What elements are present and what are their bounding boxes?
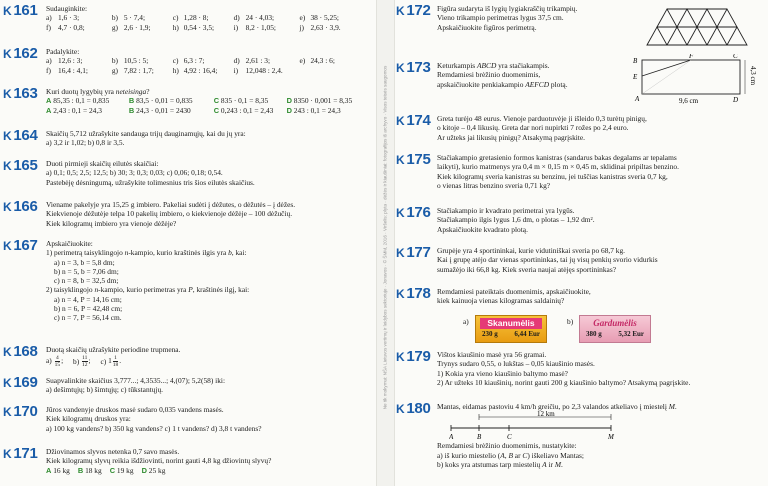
length-label: 9,6 cm	[679, 97, 699, 105]
problem-text: Džiovinamos slyvos netenka 0,7 savo masės.	[46, 447, 180, 456]
problem-text: a) 100 kg vandens? b) 350 kg vandens? c) 1 t vandens? d) 3,8 t vandens?	[46, 423, 262, 433]
point-C: C	[507, 433, 512, 442]
problem-number: K 175	[396, 151, 431, 168]
problem-number: K 170	[3, 403, 38, 420]
problem-text: Apskaičiuokite figūros perimetrą.	[437, 22, 537, 32]
fractions-row: a) $\frac{4}{15}$ ; b) $\frac{11}{12}$ ; c) 1 $\frac{1}{18}$ .	[46, 355, 122, 369]
problem-text: Kiekvienoje dėžutėje telpa 10 pakelių imbiero, o kiekvienoje dėžėje – 100 dėžučių.	[46, 209, 293, 219]
problem-text: 1) Kokia yra vieno kiaušinio baltymo masė?	[437, 368, 568, 378]
problem-text: Kiek kilogramų imbiero yra vienoje dėžėje?	[46, 218, 177, 228]
problem-number: K 173	[396, 59, 431, 76]
brand-label-b: Gardumėlis	[593, 318, 637, 328]
problem-text: Pastebėję dėsningumą, užrašykite tolimesnius tris šios eilutės skaičius.	[46, 177, 255, 187]
problem-text: b) koks yra atstumas tarp miestelių A ir M.	[437, 459, 563, 469]
problem-text: Mantas, eidamas pastoviu 4 km/h greičiu, po 2,3 valandos atkeliavo į miestelį M.	[437, 402, 677, 411]
problem-number: K 171	[3, 445, 38, 462]
problem-number: K 168	[3, 343, 38, 360]
problem-text: Sudauginkite:	[46, 4, 88, 13]
point-M: M	[608, 433, 614, 442]
problem-text: Ar užteks jai likusių pinigų? Atsakymą pagrįskite.	[437, 132, 585, 142]
exercise-row: f) 4,7 · 0,8; g) 2,6 · 1,9; h) 0,54 · 3,5; i) 8,2 · 1,05; j) 2,63 · 3,9.	[46, 22, 341, 32]
triangles-figure	[645, 7, 753, 47]
problem-text: laikyti), kurio matmenys yra 0,4 m × 0,15 m × 0,45 m, sklidinai pripiltas benzino.	[437, 162, 679, 172]
brand-label-a: Skanumėlis	[480, 318, 542, 329]
exercise-row: a) 12,6 : 3; b) 10,5 : 5; c) 6,3 : 7; d) 2,61 : 3; e) 24,3 : 6;	[46, 56, 335, 66]
problem-number: K 164	[3, 127, 38, 144]
problem-number: K 163	[3, 85, 38, 102]
problem-number: K 177	[396, 244, 431, 261]
problem-text: 1) perimetrą taisyklingojo n-kampio, kurio kraštinės ilgis yra b, kai:	[46, 248, 247, 258]
subitem: c) n = 8, b = 32,5 dm;	[54, 276, 119, 286]
problem-number: K 162	[3, 45, 38, 62]
problem-text: 2) taisyklingojo n-kampio, kurio perimetras yra P, kraštinės ilgį, kai:	[46, 285, 250, 295]
option-a-label: a)	[463, 317, 469, 326]
problem-number: K 180	[396, 400, 431, 417]
problem-text: Kai į grupę atėjo dar vienas sportininkas, tai jų visų penkių svorio vidurkis	[437, 255, 658, 265]
problem-text: Jūros vandenyje druskos masė sudaro 0,035 vandens masės.	[46, 405, 224, 414]
problem-text: Skaičių 5,712 užrašykite sandauga trijų dauginamųjų, kai du jų yra:	[46, 129, 246, 138]
problem-text: Stačiakampio gretasienio formos kanistras (sandarus bakas degalams ar tepalams	[437, 153, 677, 162]
problem-number: K 165	[3, 157, 38, 174]
problem-text: o kitoje – 0,4 likusių. Greta dar nori nupirkti 7 rožes po 2,4 euro.	[437, 123, 629, 133]
problem-text: Stačiakampio ilgis lygus 1,6 dm, o plotas – 1,92 dm².	[437, 215, 595, 225]
problem-text: Trynys sudaro 0,55, o lukštas – 0,05 kiaušinio masės.	[437, 359, 595, 369]
candy-box-a	[475, 315, 547, 343]
problem-text: Kuri duotų lygybių yra neteisinga?	[46, 87, 150, 96]
problem-number: K 179	[396, 348, 431, 365]
problem-number: K 178	[396, 285, 431, 302]
candy-box-b	[579, 315, 651, 343]
route-diagram	[449, 411, 619, 441]
option-b-label: b)	[567, 317, 574, 326]
problem-text: Duotą skaičių užrašykite periodine trupmena.	[46, 345, 181, 354]
problem-text: Grupėje yra 4 sportininkai, kurie vidutiniškai sveria po 68,7 kg.	[437, 246, 626, 255]
problem-number: K 161	[3, 2, 38, 19]
problem-text: Duoti pirmieji skaičių eilutės skaičiai:	[46, 159, 159, 168]
problem-text: Remdamiesi brėžinio duomenimis, nustatykite:	[437, 441, 577, 451]
problem-text: 2) Ar užteks 10 kiaušinių, norint gauti 200 g kiaušinio baltymo? Atsakymą pagrįskite.	[437, 377, 691, 387]
problem-text: apskaičiuokite penkiakampio AEFCD plotą.	[437, 79, 568, 89]
problem-text: Kiek kilogramų sveria kanistras su benzinu, jei tuščias kanistras sveria 0,7 kg,	[437, 171, 668, 181]
problem-text: Kiek kilogramų druskos yra:	[46, 414, 131, 424]
answer-options-row: A 2,43 : 0,1 = 24,3 B 24,3 · 0,01 = 2430 C 0,243 : 0,1 = 2,43 D 243 : 0,1 = 24,3	[46, 105, 341, 115]
problem-text: a) 3,2 ir 1,02; b) 0,8 ir 3,5.	[46, 138, 125, 148]
price-a: 6,44 Eur	[514, 330, 540, 338]
problem-number: K 174	[396, 112, 431, 129]
problem-text: Stačiakampio ir kvadrato perimetrai yra lygūs.	[437, 206, 575, 215]
problem-text: a) 0,1; 0,5; 2,5; 12,5; b) 30; 3; 0,3; 0,03; c) 0,06; 0,18; 0,54.	[46, 168, 223, 178]
subitem: a) n = 4, P = 14,16 cm;	[54, 294, 122, 304]
problem-number: K 167	[3, 237, 38, 254]
subitem: b) n = 6, P = 42,48 cm;	[54, 304, 123, 314]
problem-text: Vieno trikampio perimetras lygus 37,5 cm.	[437, 13, 564, 23]
page-gutter	[376, 0, 395, 486]
price-b: 5,32 Eur	[618, 330, 644, 338]
label-F: F	[689, 54, 694, 60]
problem-text: kiek kainuoja vienas kilogramas saldainių?	[437, 296, 565, 306]
label-C: C	[733, 54, 738, 60]
problem-number: K 169	[3, 374, 38, 391]
problem-text: Apskaičiuokite:	[46, 239, 93, 248]
distance-label: 12 km	[537, 411, 555, 419]
problem-text: Viename pakelyje yra 15,25 g imbiero. Pakeliai sudėti į dėžutes, o dėžutės – į dėžes.	[46, 200, 296, 209]
problem-text: Keturkampis ABCD yra stačiakampis.	[437, 61, 550, 70]
exercise-row: f) 16,4 : 4,1; g) 7,82 : 1,7; h) 4,92 : 16,4; i) 12,048 : 2,4.	[46, 65, 283, 75]
answer-options-row: A 16 kg B 18 kg C 19 kg D 25 kg	[46, 465, 166, 475]
height-label: 4,3 cm	[749, 66, 757, 86]
problem-number: K 176	[396, 204, 431, 221]
problem-text: Apskaičiuokite kvadrato plotą.	[437, 224, 528, 234]
subitem: b) n = 5, b = 7,06 dm;	[54, 266, 119, 276]
problem-text: o vienas litras benzino sveria 0,71 kg?	[437, 180, 551, 190]
problem-text: a) dešimtųjų; b) šimtųjų; c) tūkstantųjų.	[46, 385, 164, 395]
problem-number: K 166	[3, 198, 38, 215]
weight-a: 230 g	[482, 330, 498, 338]
subitem: a) n = 3, b = 5,8 dm;	[54, 257, 115, 267]
gutter-copyright-text: Ne tik mokymui: NŠA Lietuvos vertimų ir leidybos sektoriuje · Jonavos · © ŠMM, 2016 · Viršelis: plyta · dėžės ir kiaušiniai: fotografijos iš archyvo · Visos teisės saugomos	[382, 65, 388, 410]
point-A: A	[449, 433, 454, 442]
point-B: B	[477, 433, 482, 442]
rectangle-figure	[633, 54, 763, 106]
problem-text: Vištos kiaušinio masė yra 56 gramai.	[437, 350, 547, 359]
problem-text: Remdamiesi pateiktais duomenimis, apskaičiuokite,	[437, 287, 591, 296]
problem-text: Remdamiesi brėžinio duomenimis,	[437, 70, 541, 80]
answer-options-row: A 85,35 : 0,1 = 0,835 B 83,5 · 0,01 = 0,835 C 835 · 0,1 = 8,35 D 8350 · 0,001 = 8,35	[46, 96, 353, 106]
label-A: A	[635, 95, 640, 103]
problem-text: sumažėjo iki 66,8 kg. Kiek sveria naujai atėjęs sportininkas?	[437, 264, 616, 274]
exercise-row: a) 1,6 · 3; b) 5 · 7,4; c) 1,28 · 8; d) 24 · 4,03; e) 38 · 5,25;	[46, 13, 339, 23]
problem-text: a) iš kurio miestelio (A, B ar C) iškeliavo Mantas;	[437, 450, 584, 460]
problem-text: Kiek kilogramų slyvų reikia išdžiovinti, norint gauti 4,8 kg džiovintų slyvų?	[46, 456, 272, 466]
subitem: c) n = 7, P = 56,14 cm.	[54, 313, 122, 323]
problem-number: K 172	[396, 2, 431, 19]
problem-text: Greta turėjo 48 eurus. Vienoje parduotuvėje ji išleido 0,3 turėtų pinigų,	[437, 114, 647, 123]
label-B: B	[633, 57, 638, 65]
label-D: D	[733, 96, 739, 104]
weight-b: 380 g	[586, 330, 602, 338]
problem-text: Padalykite:	[46, 47, 80, 56]
problem-text: Suapvalinkite skaičius 3,777...; 4,3535...; 4,(07); 5,2(58) iki:	[46, 376, 225, 385]
label-E: E	[633, 73, 638, 81]
problem-text: Figūra sudaryta iš lygių lygiakraščių trikampių.	[437, 4, 578, 13]
